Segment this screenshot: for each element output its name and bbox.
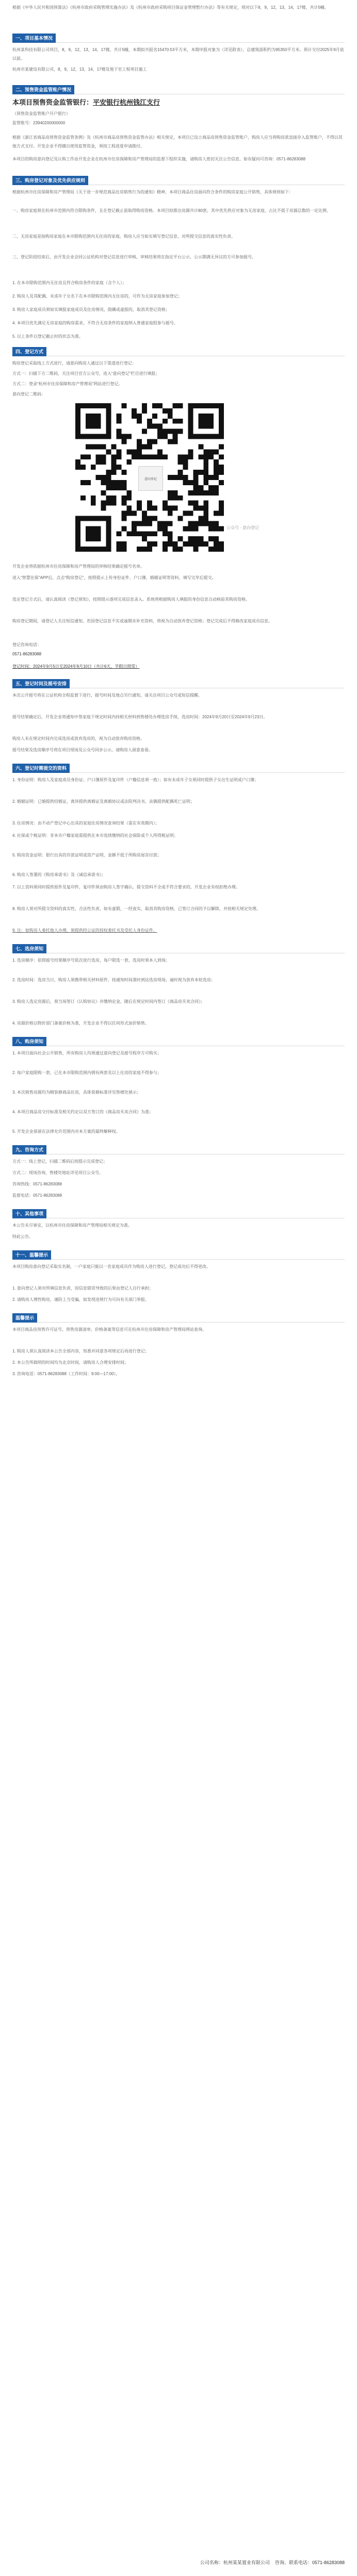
paragraph: 意向登记二维码： xyxy=(12,392,45,397)
paragraph: 三、登记阶段结束后，由开发企业会同公证机构对登记信息进行审核，审核结果将在指定平台公示，公示期满无异议的方可参加摇号。 xyxy=(12,255,256,259)
bank-note: （预售资金监管账户开户银行） xyxy=(12,111,70,116)
paragraph: 3. 咨询电话：0571-86283088（工作时间：9:00—17:00）。 xyxy=(12,1372,120,1376)
paragraph: 8. 购房人须对所提交资料的真实性、合法性负责，如有虚假，一经查实，取消其购房资格，已签订合同的予以解除，并按相关规定处理。 xyxy=(12,906,261,911)
qr-center-logo xyxy=(137,465,164,492)
section-heading-purchase xyxy=(12,1036,345,1046)
paragraph: 摇号结果及选房顺序号将在项目现场及公众号同步公示，请购房人留意查看。 xyxy=(12,748,153,752)
paragraph: 购房登记期间，请登记人关注短信通知，若因登记信息不实或逾期未补充资料，将视为自动放弃登记资格；登记完成后不得修改家庭成员信息。 xyxy=(12,619,272,623)
paragraph: 2. 婚姻证明：已婚提供结婚证，离异提供离婚证及离婚协议或法院判决书，丧偶提供配偶死亡证明； xyxy=(12,799,194,804)
section-title: 四、登记方式 xyxy=(12,347,46,356)
paragraph: 5. 以上条件以登记截止时的状态为准。 xyxy=(12,334,83,339)
paragraph: 根据杭州市住房保障和房产管理局《关于进一步规范商品住房销售行为的通知》精神，本项目商品住房面向符合条件的购房家庭公开销售，具体规则如下： xyxy=(12,190,293,194)
section-heading-materials xyxy=(12,763,345,773)
paragraph: 登记咨询电话： xyxy=(12,642,41,647)
bank-name: 平安银行杭州钱江支行 xyxy=(93,98,160,106)
supervision-phone: 监督电话：0571-86283088 xyxy=(12,1193,62,1198)
paragraph: 购房人未在规定时间内完成选房或放弃选房的，视为自动放弃购房资格。 xyxy=(12,736,144,741)
section-heading-selection xyxy=(12,944,345,953)
section-title: 温馨提示 xyxy=(12,1313,37,1323)
paragraph: 进入“智慧住保”APP后，点击“购房登记”，按照提示上传身份证件、户口簿、婚姻证明等资料，填写完毕后提交。 xyxy=(12,575,216,580)
paragraph: 2. 选房时间：选房当日，购房人须携带相关材料原件，按通知时间准时到达选房现场，逾时视为放弃本轮选房； xyxy=(12,978,215,982)
paragraph: 购房登记采取线上方式进行，请意向购房人通过以下渠道进行登记： xyxy=(12,361,136,366)
paragraph: 摇号结果确定后，开发企业将通知中签家庭于规定时间内持相关材料到售楼处办理选房手续，选房时间：2024年9月20日至2024年9月23日。 xyxy=(12,715,268,719)
section-title: 九、咨询方式 xyxy=(12,1145,46,1154)
paragraph: 2. 购房人及其配偶、未成年子女名下在本市限购范围内无住房的，可作为无房家庭参加登记； xyxy=(12,294,182,299)
paragraph: 1. 选房顺序：依照摇号结果顺序号依次进行选房，每户限选一套，选房时须本人到场； xyxy=(12,958,170,963)
hotline: 咨询热线：0571-86283088 xyxy=(12,1182,62,1186)
paragraph: 7. 以上资料须同时提供原件及复印件，复印件须由购房人签字确认。提交资料不全或不符合要求的，开发企业有权拒绝办理。 xyxy=(12,885,240,889)
paragraph: 方式二：现场咨询，售楼处地址详见项目公众号。 xyxy=(12,1170,103,1175)
section-heading-contact xyxy=(12,1145,345,1154)
paragraph: 3. 购房人家庭成员须如实填报家庭成员及住房情况，隐瞒或虚报的，取消其登记资格； xyxy=(12,307,170,312)
section-title: 六、登记时需提交的资料 xyxy=(12,764,70,773)
paragraph: 2. 本公告所载明的时间均为北京时间，请购房人合理安排时间； xyxy=(12,1360,128,1365)
section-heading-eligibility xyxy=(12,175,345,185)
paragraph: 4. 房源价格以物价部门备案价格为准，开发企业不得以任何形式加价销售。 xyxy=(12,1021,149,1026)
paragraph: 一、购房家庭须在杭州市范围内符合限购条件，且在登记截止前取得购房资格。本项目拟推出房源共计80套，其中优先供应对象为无房家庭，占比不低于房源总数的一定比例。 xyxy=(12,208,331,213)
paragraph: 4. 本项目优先满足无房家庭的购房需求，不符合无房条件的家庭纳入普通家庭组参与摇号。 xyxy=(12,321,178,325)
section-heading-tips xyxy=(12,1250,345,1260)
paragraph: 本公告未尽事宜，以杭州市住房保障和房产管理局相关规定为准。 xyxy=(12,1223,132,1228)
footer-phone: 咨询、联系电话：0571-86283088 xyxy=(274,2560,345,2565)
escrow-account: 监管账号：23940200000000 xyxy=(12,121,66,125)
registration-time: 登记时间：2024年9月5日至2024年9月10日（共计6天，节假日照常） xyxy=(12,664,140,669)
paragraph: 3. 住房情况：由不动产登记中心出具的家庭住房情况查询结果（需在有效期内）； xyxy=(12,821,159,825)
paragraph: 方式二：登录“杭州市住房保障和房产管理局”网站进行登记。 xyxy=(12,382,123,386)
section-heading-reminder xyxy=(12,1313,345,1323)
footer xyxy=(12,2559,345,2566)
section-heading-registration xyxy=(12,346,345,356)
section-title: 十、其他事项 xyxy=(12,1209,46,1218)
section-heading-schedule xyxy=(12,679,345,688)
paragraph: 方式一：扫描下方二维码，关注项目官方公众号，进入“意向登记”栏目进行填报； xyxy=(12,371,160,376)
paragraph: 选定登记方式后，请认真阅读《登记须知》，按照提示逐项完成信息录入。系统将根据购房人填报的身份信息自动核验其购房资格。 xyxy=(12,597,250,602)
qr-center-text: 意向登记 xyxy=(144,477,157,481)
paragraph: 6. 购房人签署的《购房承诺书》及《诚信承诺书》； xyxy=(12,872,106,877)
paragraph: 1. 购房人须认真阅读本公告全部内容，知悉并同意各项规定后再进行登记； xyxy=(12,1349,149,1353)
qr-code-block xyxy=(12,400,345,555)
phone-number: 0571-86283088 xyxy=(12,652,42,656)
section-title: 二、预售资金监管账户情况 xyxy=(12,85,74,94)
paragraph: 本项目购房意向登记采取实名制，一户家庭只能以一名家庭成员作为购房人进行登记，登记成功后不得更改。 xyxy=(12,1264,210,1269)
paragraph: 本次公开摇号将在公证机构全程监督下进行，摇号时间及地点另行通知，请关注项目公众号或短信提醒。 xyxy=(12,693,202,698)
paragraph: 根据《浙江省商品房预售资金监管条例》及《杭州市商品房预售资金监管办法》相关规定，本项目已设立商品房预售资金监管账户，购房人应当将购房款直接存入监管账户，不得以其他方式支付。开发企业不得擅自使用监管资金，须按工程进度申请拨付。 xyxy=(12,135,343,148)
paragraph: 特此公告。 xyxy=(12,1234,33,1239)
paragraph: 2. 请购房人理性购房，谨防上当受骗，如发现违规行为可向有关部门举报。 xyxy=(12,1297,149,1302)
bank-label: 本项目预售资金监管银行： xyxy=(12,98,93,106)
paragraph: 1. 本项目面向社会公开销售，所有购房人均须通过意向登记及摇号程序方可购买； xyxy=(12,1051,161,1055)
intro-paragraph: 根据《中华人民共和国预算法》《杭州市政府采购管理实施办法》及《杭州市政府采购项目保证金管理暂行办法》等有关规定，现对以下8，9，12，13，14，17楼，共计5幢。 xyxy=(12,5,329,10)
section-title: 八、购房须知 xyxy=(12,1037,46,1046)
paragraph: 4. 本项目商品房交付标准及相关约定以双方签订的《商品房买卖合同》为准； xyxy=(12,1110,153,1114)
paragraph: 1. 在本市限购范围内无住房且符合购房条件的家庭（含个人）； xyxy=(12,280,126,285)
section-title: 一、项目基本情况 xyxy=(12,34,56,43)
section-heading-escrow xyxy=(12,85,345,94)
qr-watermark: 公众号 · 意向登记 xyxy=(226,525,259,530)
paragraph: 杭州市某建设有限公司，8，9，12，13，14，17楼及地下室工程项目施工 xyxy=(12,67,147,72)
paragraph: 杭州某科技有限公司项目，8，9，12，13，14，17楼，共计5幢，本期拟共报名15470.53平方米，本期申报对象为（详见附表），总建筑面积约为95350平方米。预计交付2025年9月底以前。 xyxy=(12,47,344,61)
paragraph: 3. 购房人选定房源后，须当场签订《认购协议》并缴纳定金，随后在规定时间内签订《商品房买卖合同》； xyxy=(12,999,205,1004)
escrow-bank xyxy=(12,97,345,107)
paragraph: 1. 身份证明：购房人及家庭成员身份证、户口簿原件及复印件（户籍信息须一致）；如有未成年子女须同时提供子女出生证明或户口簿； xyxy=(12,778,258,782)
paragraph: 2. 每户家庭限购一套，已在本市限购范围内拥有两套及以上住房的家庭不得参与； xyxy=(12,1070,161,1075)
paragraph: 5. 开发企业保留在法律允许范围内对本方案的最终解释权。 xyxy=(12,1129,120,1134)
section-title: 三、购房登记对象及优先供应规则 xyxy=(12,176,88,185)
paragraph: 5. 购房资金证明：银行出具的存款证明或资产证明，金额不低于所购房屋首付款； xyxy=(12,853,161,857)
paragraph: 4. 社保或个税证明：非本市户籍家庭需提供在本市连续缴纳的社会保险或个人所得税证明； xyxy=(12,833,178,838)
footer-company: 公司名称：杭州某某置业有限公司 xyxy=(200,2560,270,2565)
paragraph: 本项目的购房意向登记及认购工作由开发企业在杭州市住房保障和房产管理局的监督下组织实施，请购房人密切关注公告信息，如有疑问可咨询：0571-86283088 xyxy=(12,157,306,161)
section-title: 十一、温馨提示 xyxy=(12,1250,51,1260)
paragraph: 开发企业将依据杭州市住房保障和房产管理局的审核结果确定摇号名单。 xyxy=(12,564,144,569)
paragraph: 方式一：线上登记，扫描二维码后按提示完成登记； xyxy=(12,1159,107,1164)
paragraph: 1. 意向登记人须对所填信息负责，因信息错误导致的后果由登记人自行承担； xyxy=(12,1286,153,1291)
paragraph: 二、无房家庭是指购房家庭在本市限购范围内无住房的家庭。购房人应当如实填写登记信息，对所提交信息的真实性负责。 xyxy=(12,234,235,239)
section-title: 五、登记时间及摇号安排 xyxy=(12,679,70,688)
registration-qr-code[interactable] xyxy=(75,403,224,552)
paragraph: 3. 本次销售房源均为精装修商品住房，具体装修标准详见售楼处展示； xyxy=(12,1090,141,1095)
paragraph: 本项目商品房预售许可证号、预售房源清单、价格备案等信息可在杭州市住房保障和房产管理局网站查询。 xyxy=(12,1327,206,1332)
paragraph: 9. 注：如购房人委托他人办理，须提供经公证的授权委托书及受托人身份证件。 xyxy=(12,928,157,933)
section-title: 七、选房须知 xyxy=(12,944,46,953)
section-heading-other xyxy=(12,1209,345,1218)
section-heading-project xyxy=(12,33,345,43)
